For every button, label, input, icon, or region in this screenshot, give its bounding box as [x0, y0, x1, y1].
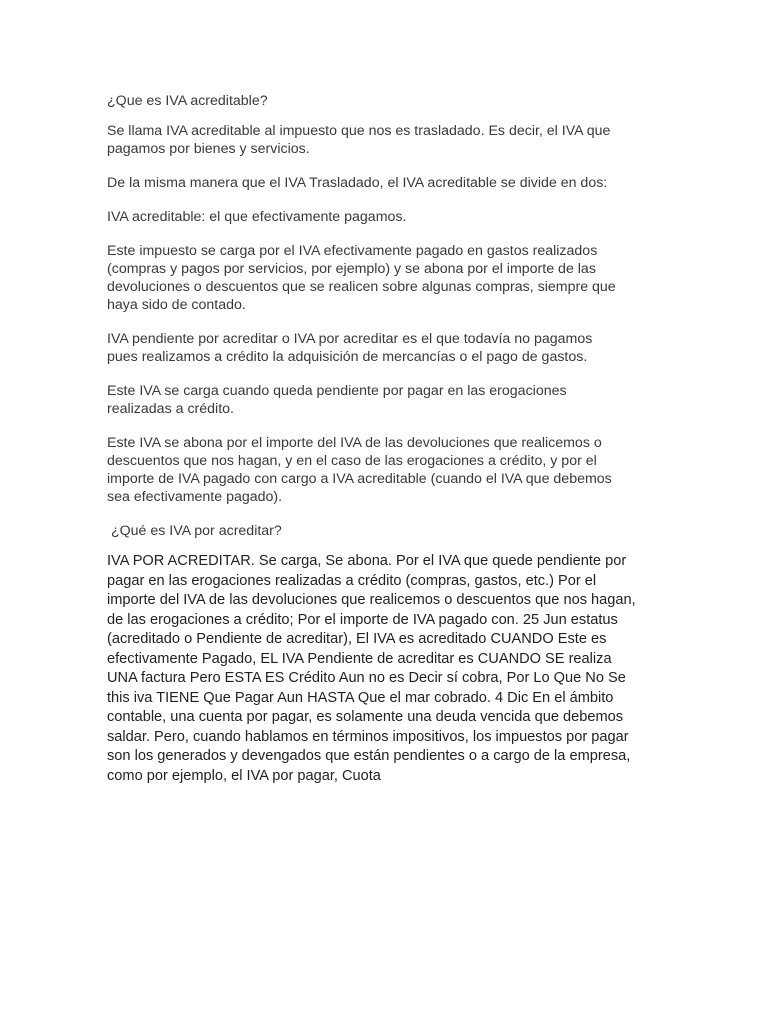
text-line: importe de IVA pagado con cargo a IVA acreditable (cuando el IVA que debemos — [107, 471, 612, 487]
heading-text: ¿Qué es IVA por acreditar? — [107, 523, 282, 539]
text-line: Este impuesto se carga por el IVA efectivamente pagado en gastos realizados — [107, 243, 598, 259]
paragraph-division — [107, 174, 667, 192]
text-line: sea efectivamente pagado). — [107, 489, 283, 505]
paragraph-iva-abono — [107, 434, 667, 506]
text-line: saldar. Pero, cuando hablamos en términos impositivos, los impuestos por pagar — [107, 728, 629, 745]
text-line: pagamos por bienes y servicios. — [107, 141, 310, 157]
document-page — [107, 92, 667, 786]
text-line: son los generados y devengados que están pendientes o a cargo de la empresa, — [107, 748, 631, 764]
text-line: De la misma manera que el IVA Trasladado, el IVA acreditable se divide en dos: — [107, 175, 608, 191]
paragraph-iva-acreditable — [107, 208, 667, 226]
paragraph-cargo-abono — [107, 242, 667, 314]
text-line: realizadas a crédito. — [107, 401, 234, 417]
text-line: Este IVA se abona por el importe del IVA de las devoluciones que realicemos o — [107, 435, 602, 451]
text-line: (acreditado o Pendiente de acreditar), El IVA es acreditado CUANDO Este es — [107, 631, 607, 647]
text-line: haya sido de contado. — [107, 297, 246, 313]
text-line: como por ejemplo, el IVA por pagar, Cuota — [107, 767, 381, 784]
heading-que-es-iva-por-acreditar — [107, 522, 667, 540]
text-line: Se llama IVA acreditable al impuesto que nos es trasladado. Es decir, el IVA que — [107, 123, 611, 139]
text-line: Este IVA se carga cuando queda pendiente por pagar en las erogaciones — [107, 383, 567, 399]
text-line: importe del IVA de las devoluciones que realicemos o descuentos que nos hagan, — [107, 592, 636, 608]
paragraph-iva-carga — [107, 382, 667, 418]
paragraph-definition — [107, 122, 667, 158]
text-line: contable, una cuenta por pagar, es solamente una deuda vencida que debemos — [107, 709, 624, 725]
text-line: pagar en las erogaciones realizadas a crédito (compras, gastos, etc.) Por el — [107, 572, 597, 589]
paragraph-iva-por-acreditar — [107, 552, 667, 786]
text-line: (compras y pagos por servicios, por ejemplo) y se abona por el importe de las — [107, 261, 596, 277]
text-line: IVA pendiente por acreditar o IVA por acreditar es el que todavía no pagamos — [107, 331, 593, 347]
text-line: this iva TIENE Que Pagar Aun HASTA Que el mar cobrado. 4 Dic En el ámbito — [107, 689, 614, 706]
text-line: IVA acreditable: el que efectivamente pagamos. — [107, 209, 407, 225]
text-line: devoluciones o descuentos que se realicen sobre algunas compras, siempre que — [107, 279, 616, 295]
heading-que-es-iva-acreditable — [107, 92, 667, 110]
heading-text: ¿Que es IVA acreditable? — [107, 93, 268, 109]
paragraph-iva-pendiente — [107, 330, 667, 366]
text-line: descuentos que nos hagan, y en el caso de las erogaciones a crédito, y por el — [107, 453, 597, 469]
text-line: efectivamente Pagado, EL IVA Pendiente de acreditar es CUANDO SE realiza — [107, 650, 612, 667]
text-line: UNA factura Pero ESTA ES Crédito Aun no es Decir sí cobra, Por Lo Que No Se — [107, 670, 626, 686]
text-line: de las erogaciones a crédito; Por el importe de IVA pagado con. 25 Jun estatus — [107, 611, 618, 628]
text-line: pues realizamos a crédito la adquisición de mercancías o el pago de gastos. — [107, 349, 588, 365]
text-line: IVA POR ACREDITAR. Se carga, Se abona. Por el IVA que quede pendiente por — [107, 553, 627, 569]
